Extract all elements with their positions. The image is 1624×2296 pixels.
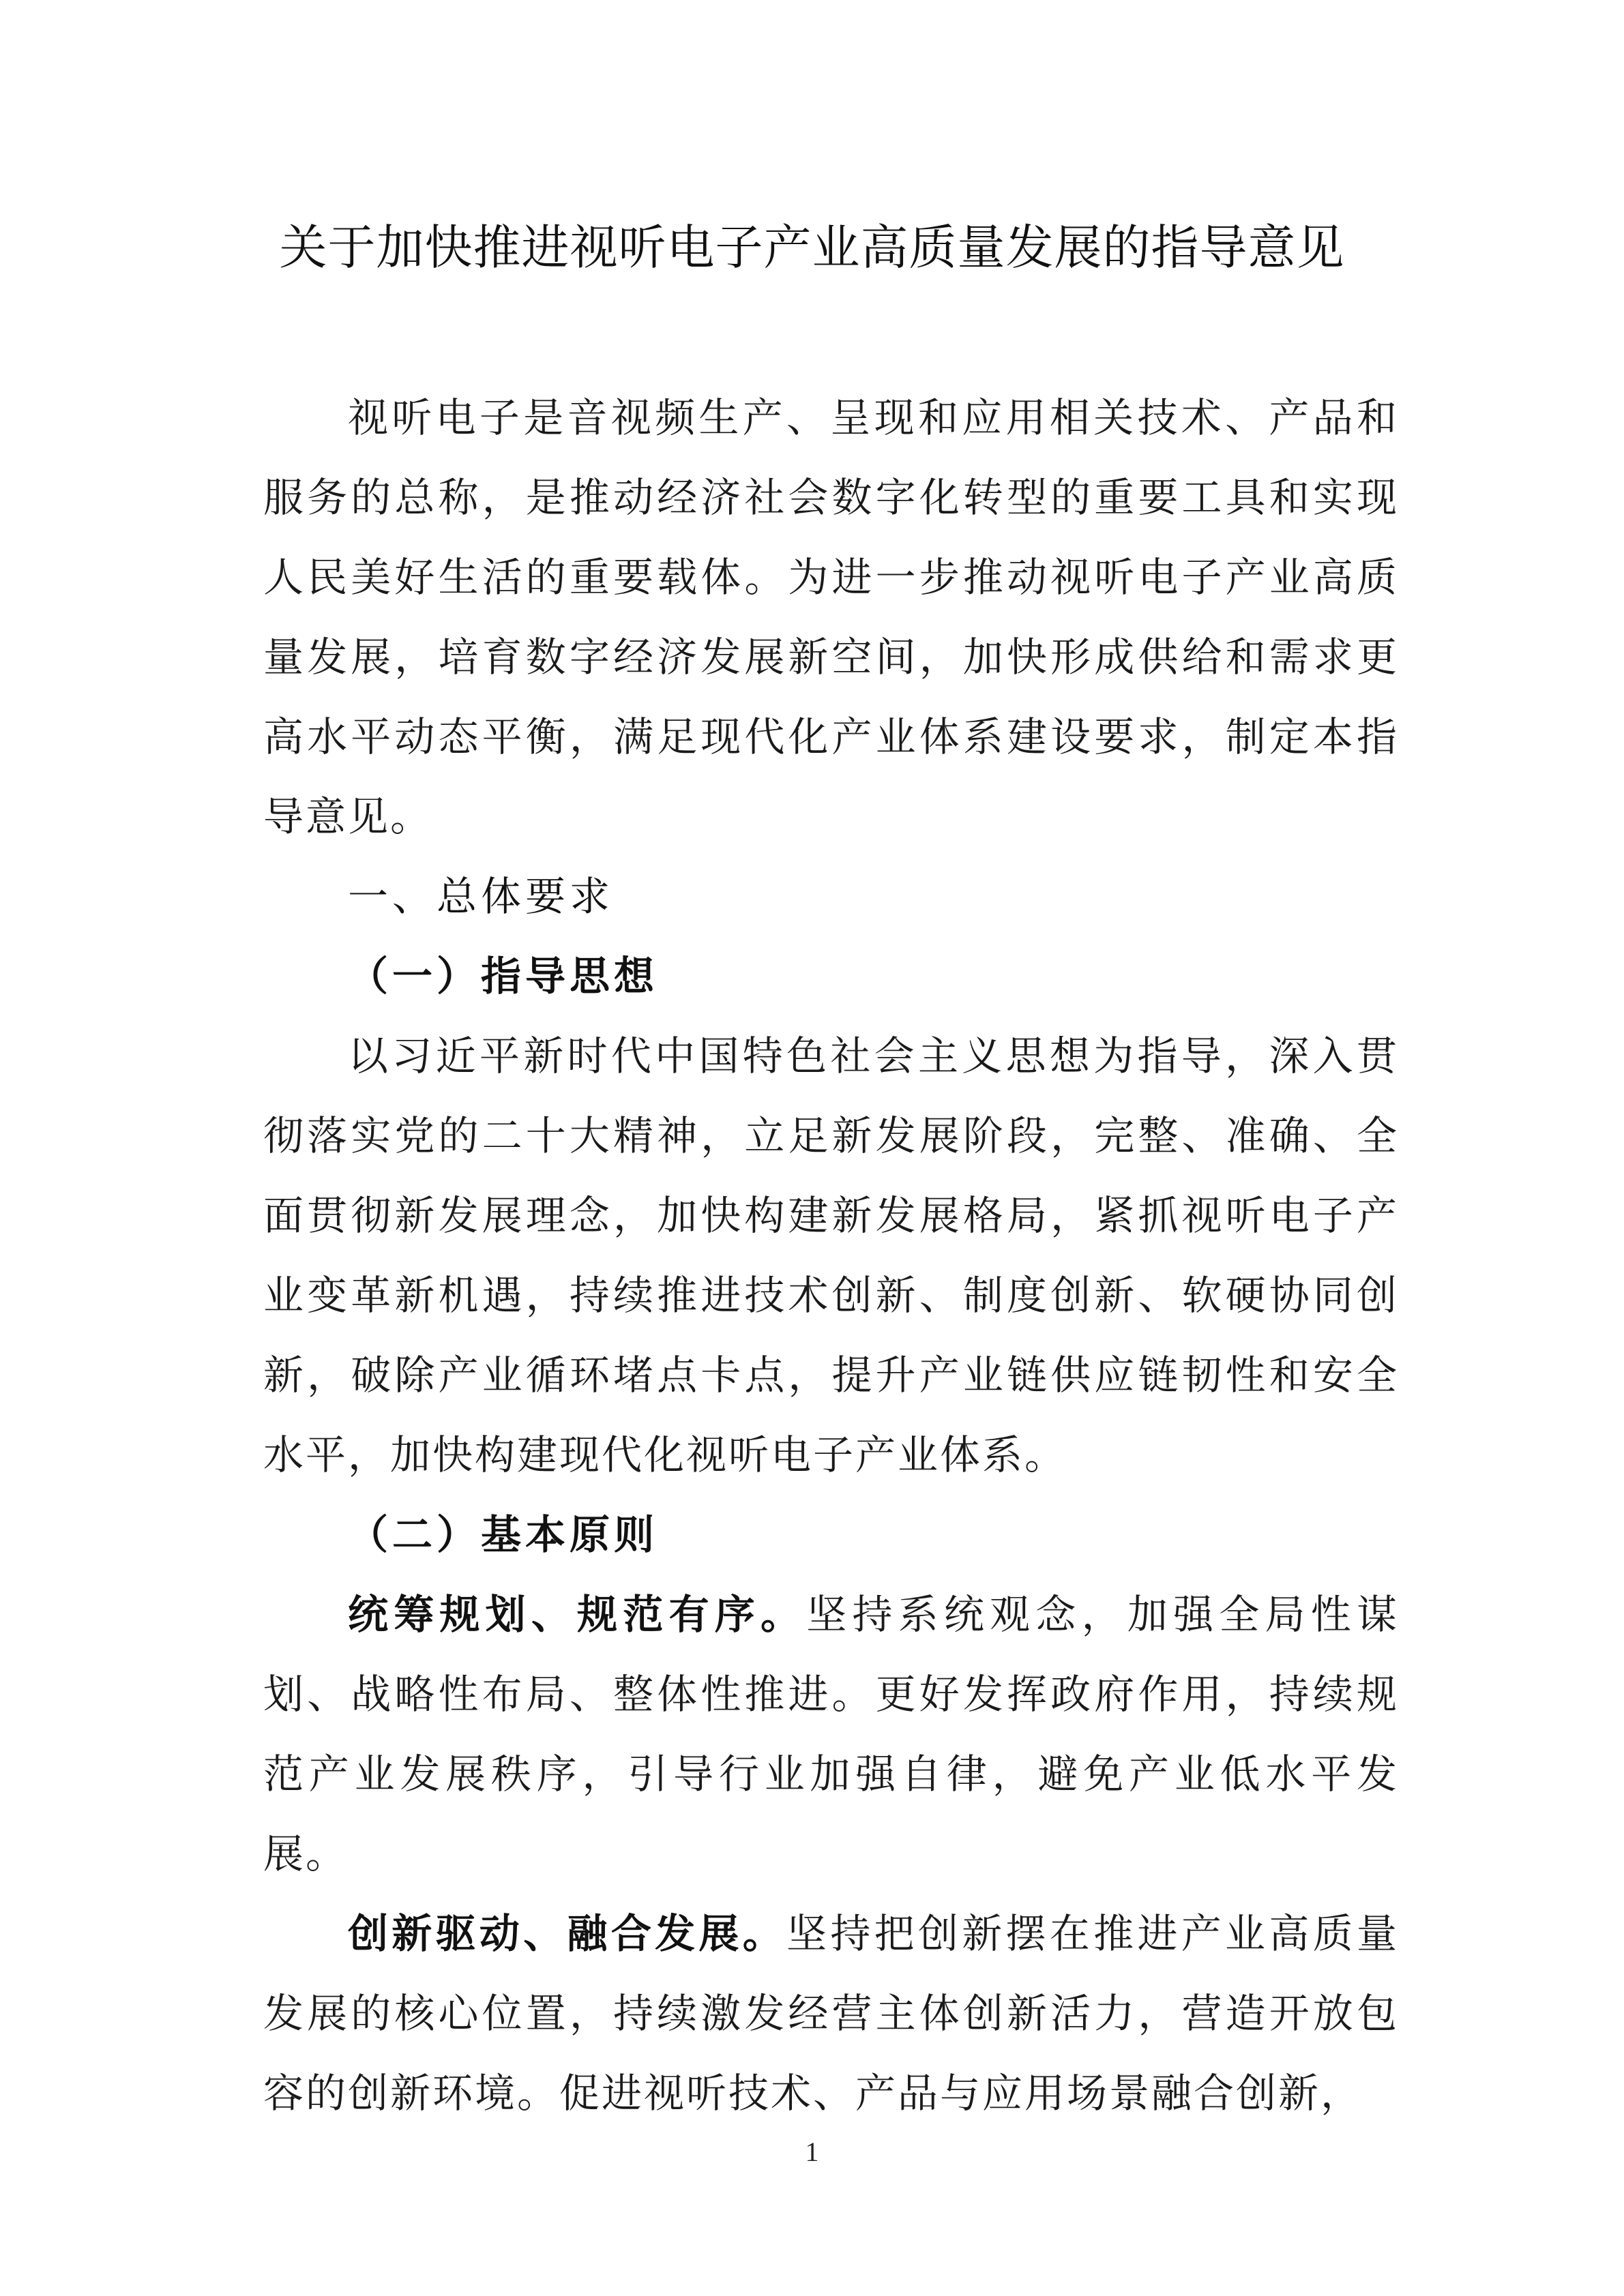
subsection-heading-basic-principles: （二）基本原则	[348, 1511, 659, 1558]
section-heading-general-requirements: 一、总体要求	[348, 873, 615, 920]
principle-paragraph-planning	[263, 1575, 1399, 1894]
principle-text-innovation: 坚持把创新摆在推进产业高质量发展的核心位置，持续激发经营主体创新活力，营造开放包容的创新环境。促进视听技术、产品与应用场景融合创新，	[263, 1910, 1399, 2117]
subsection-heading-guiding-ideology: （一）指导思想	[348, 953, 659, 1000]
principle-text-planning: 坚持系统观念，加强全局性谋划、战略性布局、整体性推进。更好发挥政府作用，持续规范产业发展秩序，引导行业加强自律，避免产业低水平发展。	[263, 1591, 1399, 1877]
guiding-ideology-paragraph: 以习近平新时代中国特色社会主义思想为指导，深入贯彻落实党的二十大精神，立足新发展阶段，完整、准确、全面贯彻新发展理念，加快构建新发展格局，紧抓视听电子产业变革新机遇，持续推进技术创新、制度创新、软硬协同创新，破除产业循环堵点卡点，提升产业链供应链韧性和安全水平，加快构建现代化视听电子产业体系。	[263, 1032, 1399, 1478]
page-number: 1	[805, 2136, 819, 2167]
principle-lead-planning: 统筹规划、规范有序。	[348, 1591, 807, 1638]
intro-paragraph: 视听电子是音视频生产、呈现和应用相关技术、产品和服务的总称，是推动经济社会数字化转型的重要工具和实现人民美好生活的重要载体。为进一步推动视听电子产业高质量发展，培育数字经济发展新空间，加快形成供给和需求更高水平动态平衡，满足现代化产业体系建设要求，制定本指导意见。	[263, 394, 1399, 840]
document-title: 关于加快推进视听电子产业高质量发展的指导意见	[279, 220, 1345, 275]
principle-paragraph-innovation	[263, 1894, 1399, 2133]
document-body	[263, 378, 1399, 2133]
principle-lead-innovation: 创新驱动、融合发展。	[348, 1910, 787, 1957]
